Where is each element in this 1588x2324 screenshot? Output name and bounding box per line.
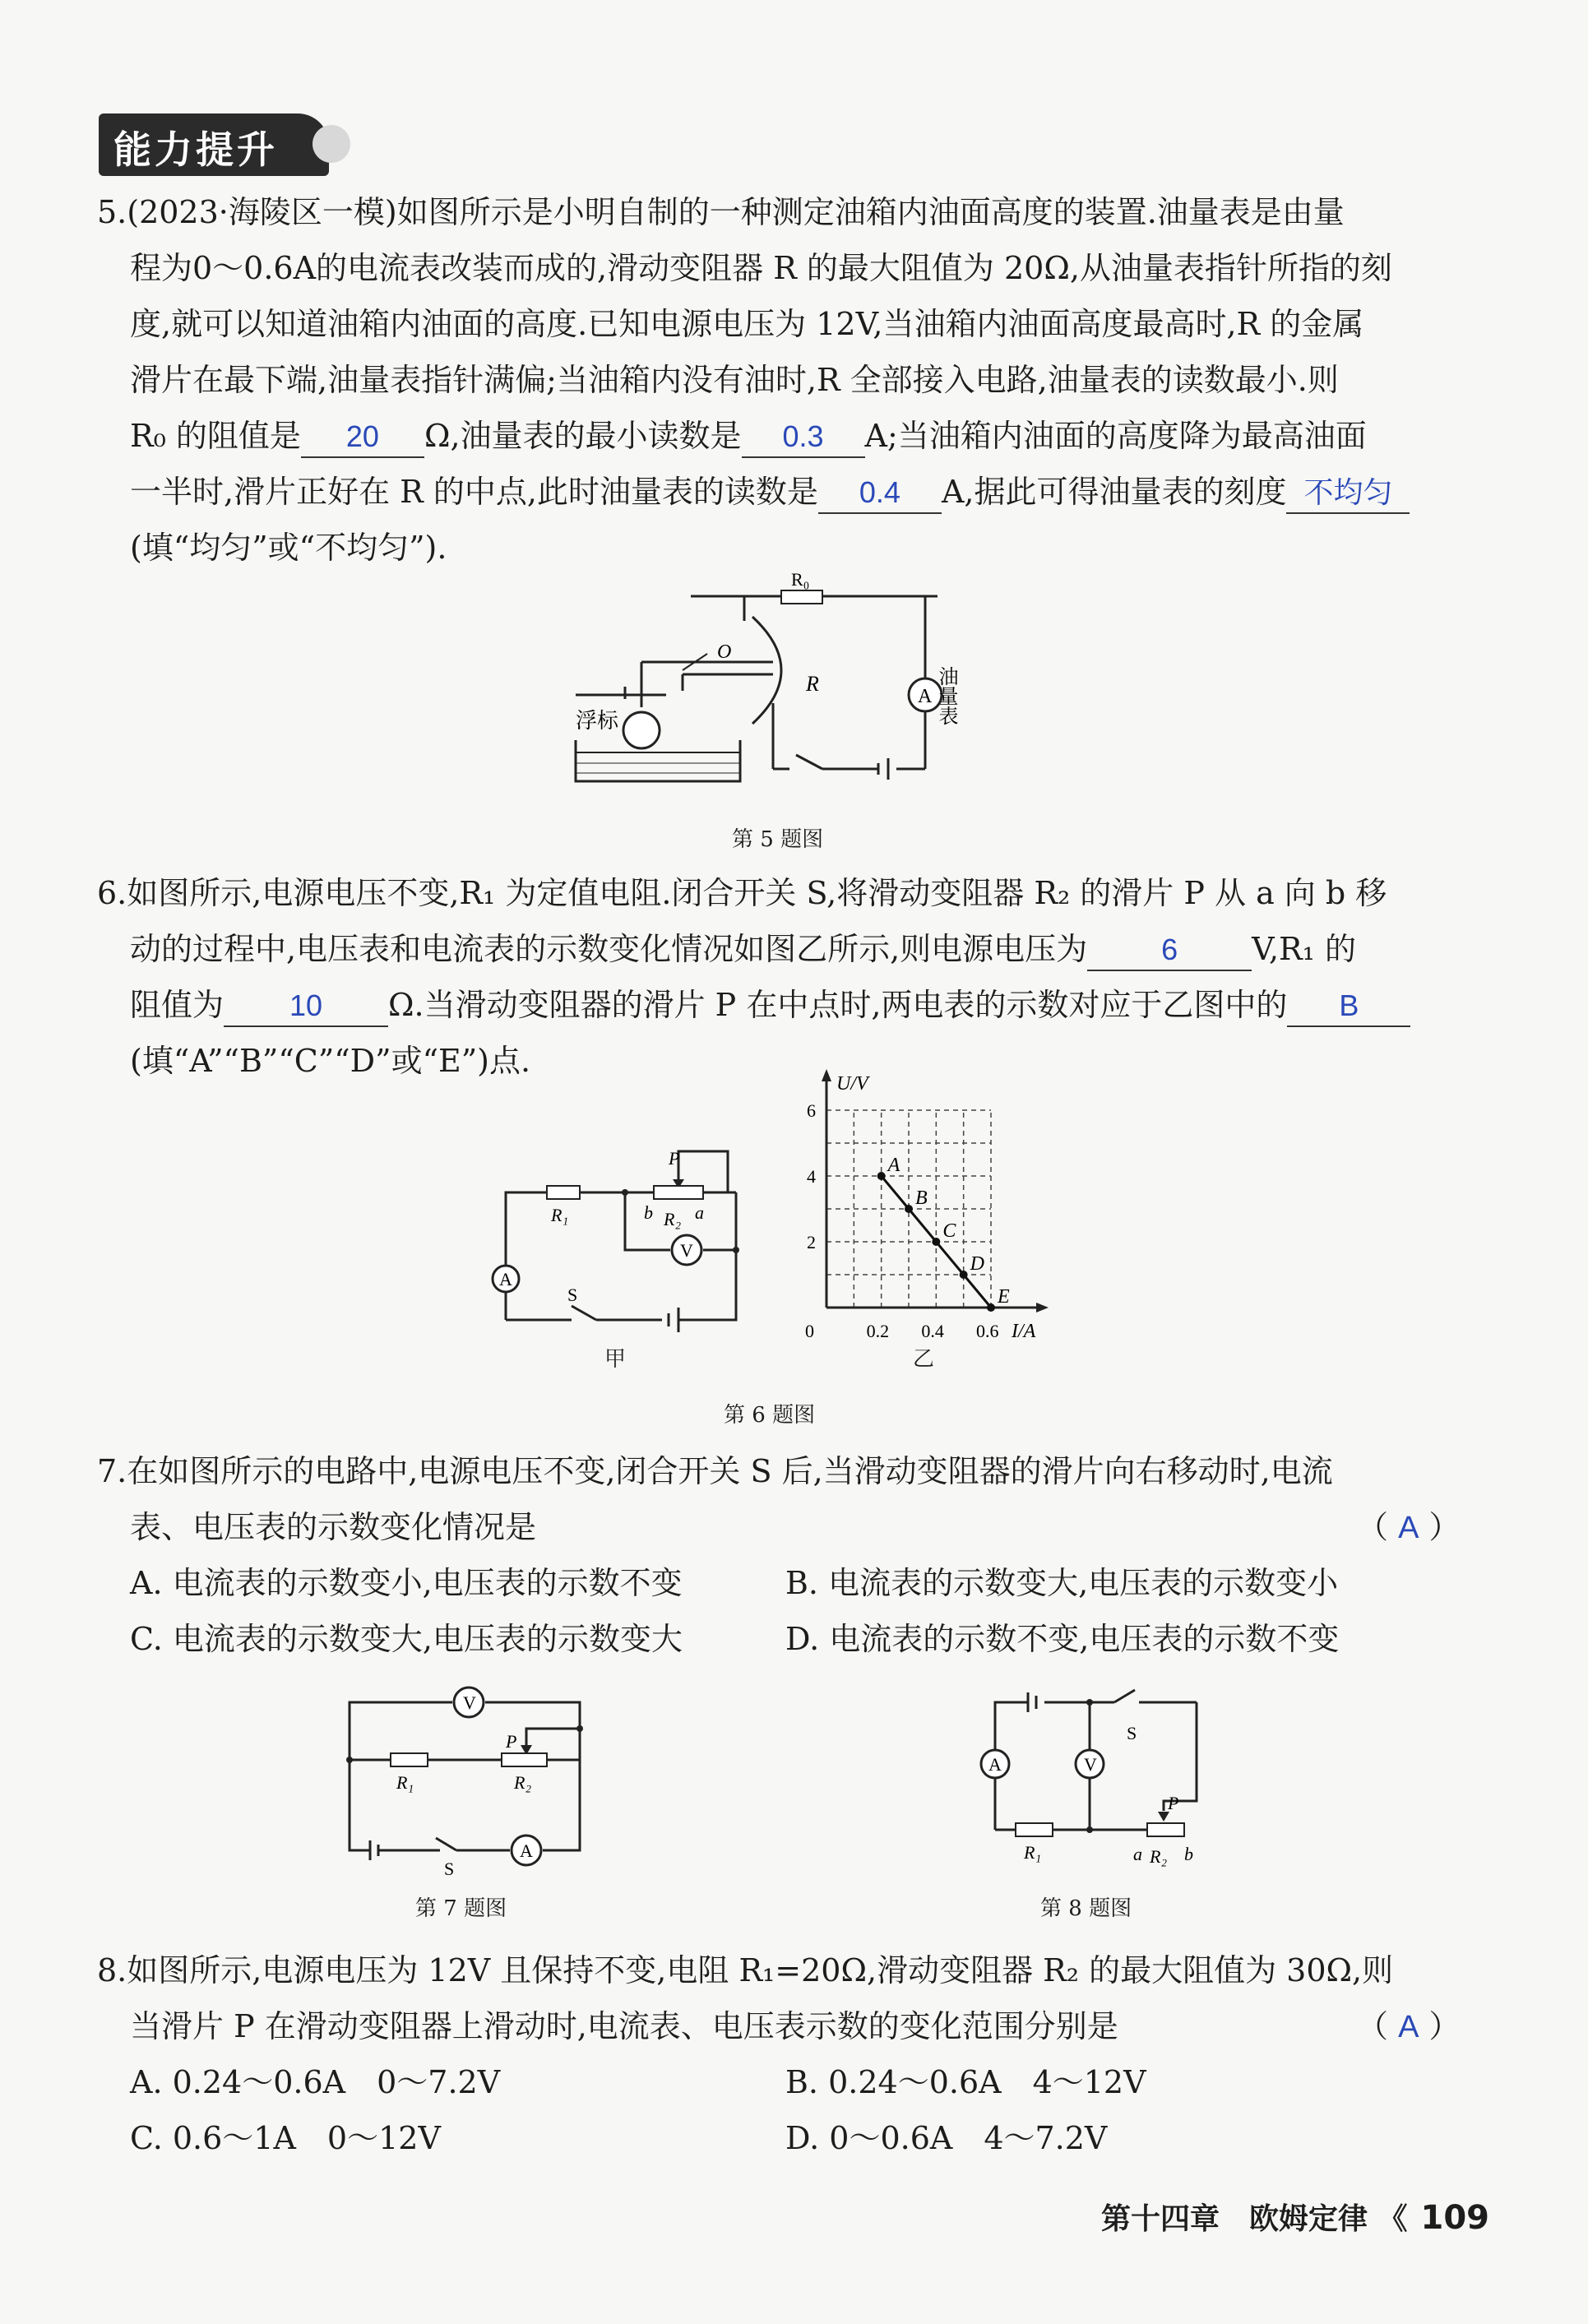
fig6-label-s: S [567,1285,578,1305]
q5-line1: 5.(2023·海陵区一模)如图所示是小明自制的一种测定油箱内油面高度的装置.油量表是由量 [97,194,1345,230]
fig6-label-b: b [644,1202,653,1223]
q5-answer-4[interactable]: 不均匀 [1286,473,1410,514]
q6-line2-text-a: 动的过程中,电压表和电流表的示数变化情况如图乙所示,则电源电压为 [130,931,1088,967]
q5-line5-text-b: Ω,油量表的最小读数是 [424,418,742,454]
q6-line1: 6.如图所示,电源电压不变,R₁ 为定值电阻.闭合开关 S,将滑动变阻器 R₂ 的滑片 P 从 a 向 b 移 [97,875,1387,911]
q7-option-a[interactable]: A. 电流表的示数变小,电压表的示数不变 [130,1565,683,1601]
q7-answer[interactable]: A [1398,1511,1419,1545]
chart-point-label-D: D [970,1253,985,1275]
q5-answer-1[interactable]: 20 [301,417,424,458]
chart-point-label-B: B [915,1187,928,1209]
chart-point-D [960,1271,968,1279]
chart-point-C [932,1238,940,1246]
q7-line1: 7.在如图所示的电路中,电源电压不变,闭合开关 S 后,当滑动变阻器的滑片向右移动时,电流 [97,1453,1333,1489]
q7-option-d[interactable]: D. 电流表的示数不变,电压表的示数不变 [785,1621,1340,1657]
q8-answer-bracket: （ A ） [1357,2008,1461,2044]
q6-line3-text-b: Ω.当滑动变阻器的滑片 P 在中点时,两电表的示数对应于乙图中的 [388,987,1288,1023]
q6-label-jia: 甲 [604,1347,627,1372]
q8-option-a[interactable]: A. 0.24～0.6A 0～7.2V [130,2064,501,2100]
q6-answer-2[interactable]: 10 [224,986,388,1027]
q7-caption: 第 7 题图 [415,1896,507,1921]
footer-chapter: 第十四章 欧姆定律 《 [1100,2202,1408,2236]
fig6-voltmeter-label: V [680,1240,693,1261]
q6-line3 [130,977,1410,1033]
fig6-label-p: P [669,1148,680,1169]
q8-line2: 当滑片 P 在滑动变阻器上滑动时,电流表、电压表示数的变化范围分别是 [130,2008,1118,2044]
chart-point-E [987,1303,995,1312]
q5-line5-text-a: R₀ 的阻值是 [130,418,301,454]
q6-line4: (填“A”“B”“C”“D”或“E”)点. [130,1043,531,1079]
chart-y-tick: 6 [807,1100,816,1121]
fig5-meter-caption: 油量表 [935,666,956,725]
chart-point-A [877,1172,886,1180]
q8-option-d[interactable]: D. 0～0.6A 4～7.2V [785,2120,1108,2156]
fig5-float-label: 浮标 [576,709,619,733]
chart-x-tick: 0.2 [866,1321,890,1341]
chart-point-label-E: E [998,1286,1010,1308]
q5-caption: 第 5 题图 [732,827,824,852]
q7-circuit-figure [345,1678,592,1879]
q8-option-b[interactable]: B. 0.24～0.6A 4～12V [785,2064,1146,2100]
q6-circuit-jia [481,1143,752,1340]
q5-line3: 度,就可以知道油箱内油面的高度.已知电源电压为 12V,当油箱内油面高度最高时,R 的金属 [130,306,1364,342]
chart-y-tick: 2 [807,1232,816,1252]
q8-answer[interactable]: A [1398,2010,1419,2044]
fig8-label-b: b [1184,1844,1193,1864]
chart-point-B [905,1205,913,1213]
fig5-label-o: O [717,641,732,663]
chart-x-arrow [1036,1303,1049,1312]
fig7-label-r2: R₂ [514,1772,532,1793]
q6-chart-yi [785,1073,1090,1365]
section-badge [99,113,329,176]
fig7-ammeter-label: A [520,1840,533,1861]
q5-line7: (填“均匀”或“不均匀”). [130,530,447,566]
fig8-label-r2: R₂ [1150,1846,1168,1867]
fig8-label-p: P [1168,1793,1179,1813]
fig7-label-r1: R₁ [396,1772,414,1793]
q5-line6-text-a: 一半时,滑片正好在 R 的中点,此时油量表的读数是 [130,474,818,510]
q6-line2-text-b: V,R₁ 的 [1252,931,1356,967]
q8-option-c[interactable]: C. 0.6～1A 0～12V [130,2120,441,2156]
q5-oil-gauge-figure [576,569,1003,814]
fig6-label-a: a [695,1202,704,1223]
fig5-r0-resistor [781,590,822,604]
chart-x-tick: 0.6 [976,1321,999,1341]
q7-option-b[interactable]: B. 电流表的示数变大,电压表的示数变小 [785,1565,1339,1601]
q7-option-c[interactable]: C. 电流表的示数变大,电压表的示数变大 [130,1621,683,1657]
q6-caption: 第 6 题图 [724,1403,816,1428]
q5-line4: 滑片在最下端,油量表指针满偏;当油箱内没有油时,R 全部接入电路,油量表的读数最小.则 [130,362,1339,398]
q6-line2 [130,921,1356,977]
q5-answer-2[interactable]: 0.3 [742,417,865,458]
q5-line2: 程为0～0.6A的电流表改装而成的,滑动变阻器 R 的最大阻值为 20Ω,从油量表指针所指的刻 [130,250,1392,286]
fig6-label-r1: R₁ [551,1205,569,1225]
fig8-label-a: a [1133,1844,1142,1864]
q7-line2: 表、电压表的示数变化情况是 [130,1509,537,1545]
fig5-ammeter-label: A [918,686,933,707]
page-number: 109 [1420,2199,1489,2237]
fig8-label-s: S [1127,1723,1137,1743]
chart-x-tick: 0 [805,1321,814,1341]
q5-line5 [130,408,1367,464]
fig5-float [623,712,660,748]
q5-line6-text-b: A,据此可得油量表的刻度 [941,474,1287,510]
chart-x-tick: 0.4 [921,1321,944,1341]
q5-line6 [130,464,1410,520]
fig5-label-r0: R₀ [791,569,810,590]
chart-point-label-C: C [942,1220,956,1242]
page-footer [1101,2196,1489,2238]
q6-line3-text-a: 阻值为 [130,987,225,1023]
q5-line5-text-c: A;当油箱内油面的高度降为最高油面 [864,418,1367,454]
chart-y-arrow [822,1069,831,1081]
fig7-voltmeter-label: V [463,1692,476,1713]
q8-line1: 8.如图所示,电源电压为 12V 且保持不变,电阻 R₁=20Ω,滑动变阻器 R₂ 的最大阻值为 30Ω,则 [97,1952,1394,1988]
fig8-label-r1: R₁ [1024,1842,1042,1863]
q7-answer-bracket: （ A ） [1357,1509,1461,1545]
fig7-label-s: S [444,1859,455,1879]
q8-circuit-figure [979,1678,1209,1875]
q5-answer-3[interactable]: 0.4 [818,473,942,514]
fig6-ammeter-label: A [499,1269,512,1289]
chart-point-label-A: A [887,1155,900,1176]
fig8-voltmeter-label: V [1084,1754,1097,1775]
chart-y-label: U/V [836,1073,868,1095]
fig6-label-r2: R₂ [664,1209,682,1229]
section-title: 能力提升 [113,127,278,172]
q6-answer-3[interactable]: B [1287,986,1410,1027]
fig5-label-r: R [806,672,819,696]
chart-x-label: I/A [1012,1321,1036,1342]
q8-caption: 第 8 题图 [1040,1896,1132,1921]
q6-answer-1[interactable]: 6 [1087,930,1252,971]
fig7-label-p: P [506,1731,517,1752]
chart-y-tick: 4 [807,1166,816,1187]
fig8-ammeter-label: A [988,1754,1002,1775]
chart-title: 乙 [913,1347,935,1372]
